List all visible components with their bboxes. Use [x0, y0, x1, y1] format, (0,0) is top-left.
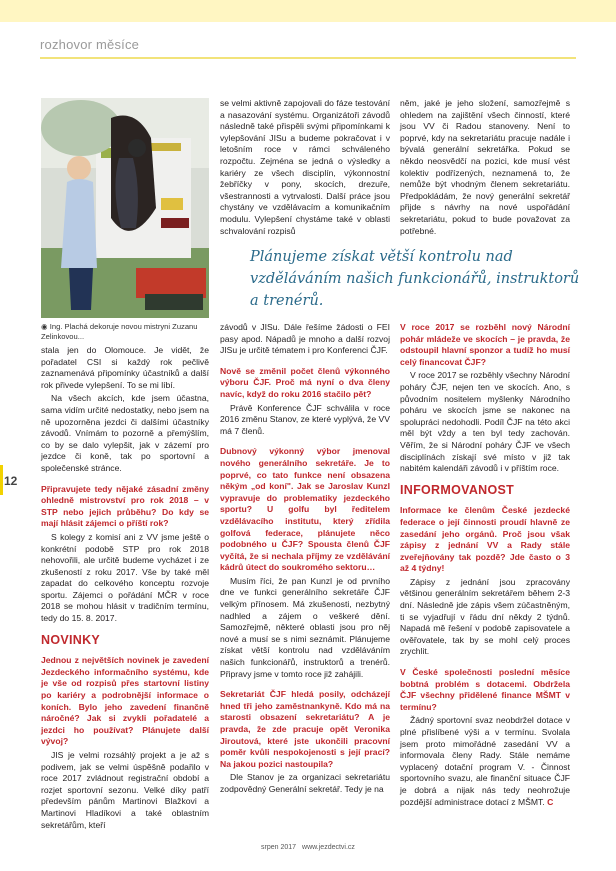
interview-question: Nově se změnil počet členů výkonného výboru ČJF. Proč má nyní o dva členy navíc, když do roku 2016 stačilo pět? [220, 365, 390, 399]
paragraph: Musím říci, že pan Kunzl je od prvního dne ve funkci generálního sekretáře ČJF velkým přínosem. Má zkušenosti, nezbytný nadhled a zájem o veškeré dění. Samozřejmě, některé oblasti jsou pro něj nové a musí se s nimi seznámit. Plánujeme získat větší kontrolu nad vzděláváním našich funkcionářů, instruktorů a trenérů. Připravy jsme v tomto roce již zahájili. [220, 575, 390, 679]
paragraph: Dle Stanov je za organizaci sekretariátu zodpovědný Generální sekretář. Tedy je na [220, 772, 390, 794]
interview-question: Informace ke členům České jezdecké federace o její činnosti proudí hlavně ze zasedání jeho orgánů. Proč jsou však zápisy z jednání VV a Rady stále zveřejňovány tak pozdě? Jde často o 3 až 4 týdny! [400, 505, 570, 574]
column-right-top [400, 98, 570, 239]
paragraph: se velmi aktivně zapojovali do fáze testování a nasazování systému. Organizátoři závodů následně také přispěli svými připomínkami k vylepšování JISu a budeme pokračovat i v letošním roce v rámci schváleného rozpočtu. Zejména se jedná o výsledky a kariéry ze všech disciplín, výkonnostní žebříčky v pony, skocích, drezuře, všestrannosti a vytrvalosti. Další práce jsou chystány ve vzdělávacím a komunikačním modulu. Vylepšení chystáme také v oblasti schvalování rozpisů [220, 98, 390, 236]
camera-icon: ◉ [41, 322, 48, 331]
paragraph-text: Žádný sportovní svaz neobdržel dotace v plné přislíbené výši a v termínu. Svolala jsem proto mimořádné zasedání VV a informovala členy Rady. Stále nemáme vyplacený dotační program V. - Činnost sportovního svazu, ale finanční situace ČJF je dobrá a nijak nás tedy neohrožuje pozdější administrace dotací z MŠMT. [400, 715, 570, 807]
interview-question: Jednou z největších novinek je zavedení Jezdeckého informačního systému, kde je vše od rozpisů přes startovní listiny po kariéry a podrobnější informace o koních. Bylo jeho zavedení finančně náročné? Jak si zvykli pořadatelé a jezdci ho používat? Plánujete další vývoj? [41, 655, 209, 747]
column-right [400, 322, 570, 810]
column-left [41, 345, 209, 833]
section-label: rozhovor měsíce [40, 37, 140, 52]
paragraph: JIS je velmi rozsáhlý projekt a je až s podivem, jak se velmi úspěšně podařilo v roce 2017 zvládnout registrační období a rozjet sportovní sezonu. Velké díky patří především pánům Martinovi Blažkovi a Martinovi Hladíkovi a také oblastním sekretářům, kteří [41, 750, 209, 830]
interview-question: Dubnový výkonný výbor jmenoval nového generálního sekretáře. Je to poprvé, co tato funkce není obsazena někým „od koní". Jak se Jaroslav Kunzl vypravuje do problematiky jezdeckého sportu? U golfu byl ředitelem vzdělávacího institutu, který zřídila golfová federace, plánujete něco podobného u ČJF? Spousta členů ČJF vyčítá, že si nechala příjmy ze vzdělávání kádrů útect do soukromého sektoru… [220, 446, 390, 573]
photo-caption: ◉ Ing. Plachá dekoruje novou mistryni Zuzanu Zelinkovou... [41, 322, 198, 341]
paragraph: Zápisy z jednání jsou zpracovány většinou generálním sekretářem během 2-3 dní. Následně jde zápis všem zúčastněným, ti se vyjadřují v řádu dní někdy 2 týdnů. Napadá mě řešení v podobě zapisovatele a ověřovatele, tak by se mohl celý proces zrychlit. [400, 576, 570, 657]
award-photo [41, 98, 209, 318]
pull-quote: Plánujeme získat větší kontrolu nad vzděláváním našich funkcionářů, instruktorů a trenérů. [250, 249, 580, 309]
paragraph: závodů v JISu. Dále řešíme žádosti o FEI pasy apod. Nápadů je mnoho a další rozvoj JISu je určitě tématem i pro Konferenci ČJF. [220, 322, 390, 356]
paragraph: Na všech akcích, kde jsem účastna, sama vidím určité nedostatky, nebo jsem na ně upozorněna jezdci či dalšími účastníky závodů. Vnímám to pozorně a přemýšlím, co by se dalo vylepšit, jak v zázemí pro jezdce či koně, tak po sportovní a společenské stránce. [41, 393, 209, 473]
column-middle [220, 322, 390, 798]
paragraph: Právě Konference ČJF schválila v roce 2016 změnu Stanov, ze které vyplývá, že VV má 7 členů. [220, 402, 390, 436]
award-photo-illustration [41, 98, 209, 318]
paragraph: stala jen do Olomouce. Je vidět, že pořadatel CSI si každý rok pečlivě zaznamenává připomínky účastníků a další rok přivede vylepšení. To se mi líbí. [41, 345, 209, 390]
top-color-band [0, 0, 616, 22]
interview-question: V České společnosti poslední měsíce bobtná problém s dotacemi. Obdržela ČJF všechny přidělené finance MŠMT v termínu? [400, 667, 570, 712]
page-footer [0, 844, 616, 851]
paragraph: něm, jaké je jeho složení, samozřejmě s ohledem na zajištění všech činností, které jsou VV či Radou stanoveny. Není to poprvé, kdy na sekretariátu pracuje nadále i bývalá generální sekretářka. Pokud se někdo neosvědčí na pozici, kde musí vést kolektiv podřízených, neznamená to, že nemůže být vhodným členem sekretariátu. Předpokládám, že nový generální sekretář přijde s návrhy na nové uspořádání sekretariátu, pokud to bude považovat za potřebné. [400, 98, 570, 236]
interview-question: V roce 2017 se rozběhl nový Národní pohár mládeže ve skocích – je pravda, že odstoupil hlavní sponzor a tudíž ho musí celý financovat ČJF? [400, 322, 570, 367]
paragraph [400, 715, 570, 808]
interview-question: Sekretariát ČJF hledá posily, odcházejí hned tři jeho zaměstnankyně. Kdo má na starosti obsazení sekretariátu? A je pravda, že zde pracuje opět Veronika Jiroutová, které jste ukončili pracovní poměr kvůli nespokojenosti s její prací? Na jakou pozici nastoupila? [220, 689, 390, 769]
section-divider [40, 57, 576, 59]
paragraph: S kolegy z komisí ani z VV jsme ještě o konkrétní podobě STP pro rok 2018 nehovořili, ale určitě budeme vycházet i ze zkušeností z roku 2017. Vše by také měl zapadat do celkového konceptu rozvoje sportu. Zájemci o pořádání MČR v roce 2018 se mohou hlásit v tradičním termínu, tedy do 15. 8. 2017. [41, 531, 209, 624]
column-middle-top [220, 98, 390, 239]
issue-date: srpen 2017 [261, 844, 297, 851]
subheading-novinky: NOVINKY [41, 632, 101, 647]
website-link[interactable]: www.jezdectvi.cz [302, 844, 355, 851]
page-number: 12 [4, 474, 18, 488]
paragraph: V roce 2017 se rozběhly všechny Národní poháry ČJF, nejen ten ve skocích. Ano, s původním nositelem myšlenky Národního poháru ve skocích jsme se nakonec na spolupráci nedohodli. Podíl ČJF na této akci měl být vždy a ten byl tedy zachován. Věřím, že si Národní poháry ČJF ve všech disciplínách získají své místo v již tak nabitém kalendáři závodů i v příštím roce. [400, 370, 570, 474]
interview-question: Připravujete tedy nějaké zásadní změny ohledně mistrovství pro rok 2018 – v STP nebo jejich průběhu? Do kdy se mají hlásit zájemci o příští rok? [41, 483, 209, 529]
page-number-marker [0, 465, 3, 495]
end-of-article-mark: C [547, 796, 554, 807]
subheading-informovanost: INFORMOVANOST [400, 482, 515, 497]
